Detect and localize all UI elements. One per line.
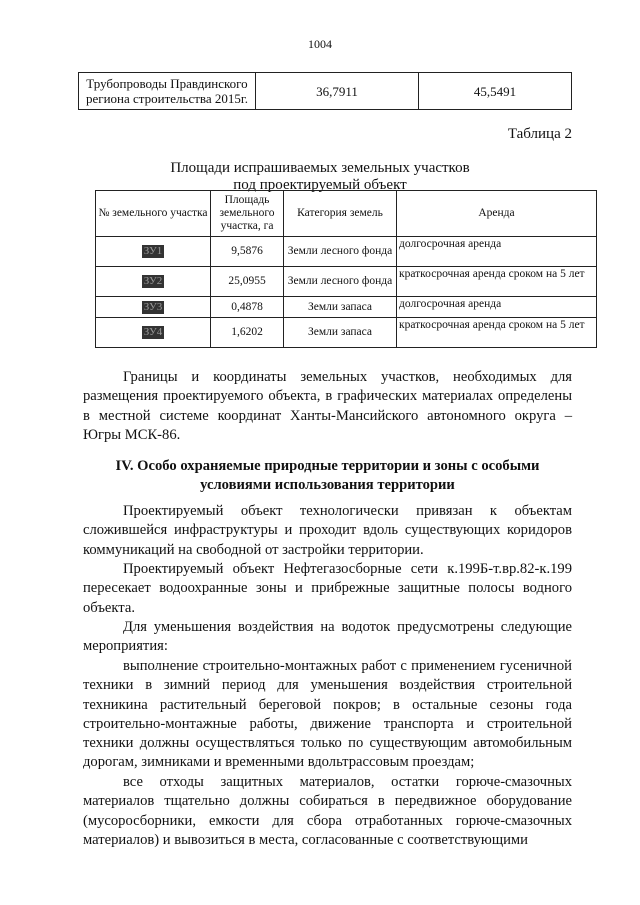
- paragraph-coordinates: Границы и координаты земельных участков, необходимых для размещения проектируемого объекта, в графических материалах определены в местной системе координат Ханты-Мансийского автономного округа – Югры МСК-86.: [83, 369, 572, 443]
- land-plots-table: [95, 190, 597, 348]
- paragraph-water-zones: Проектируемый объект Нефтегазосборные сети к.199Б-т.вр.82-к.199 пересекает водоохранные зоны и прибрежные защитные полосы водного объекта.: [83, 561, 572, 616]
- lease-cell: долгосрочная аренда: [397, 297, 597, 318]
- table-row: [96, 318, 597, 348]
- section-heading: IV. Особо охраняемые природные территории и зоны с особыми условиями использования территории: [115, 458, 540, 493]
- paragraph-measures-intro: Для уменьшения воздействия на водоток предусмотрены следующие мероприятия:: [83, 619, 572, 655]
- table-cell-value-1: 36,7911: [256, 73, 419, 110]
- table-row: [96, 267, 597, 297]
- category-cell: Земли запаса: [284, 318, 397, 348]
- category-cell: Земли запаса: [284, 297, 397, 318]
- table-cell-value-2: 45,5491: [419, 73, 572, 110]
- table-cell-name: Трубопроводы Правдинского региона строительства 2015г.: [79, 73, 256, 110]
- category-cell: Земли лесного фонда: [284, 237, 397, 267]
- plot-code-cell: [96, 297, 211, 318]
- plot-code-cell: [96, 267, 211, 297]
- page-number: 1004: [308, 37, 332, 51]
- table-title-line-1: Площади испрашиваемых земельных участков: [170, 160, 470, 176]
- category-cell: Земли лесного фонда: [284, 267, 397, 297]
- area-cell: 0,4878: [211, 297, 284, 318]
- redacted-plot-code: ЗУ3: [143, 300, 163, 313]
- header-category: Категория земель: [284, 191, 397, 237]
- redacted-plot-code: ЗУ4: [143, 326, 163, 338]
- table-title-line-2: под проектируемый объект: [233, 177, 407, 193]
- pipeline-table: [78, 72, 572, 110]
- redacted-plot-code: ЗУ2: [143, 275, 163, 287]
- lease-cell: краткосрочная аренда сроком на 5 лет: [397, 267, 597, 297]
- paragraph-measure-1: выполнение строительно-монтажных работ с применением гусеничной техники в зимний период для уменьшения воздействия строительной техникина растительный береговой покров; в остальные сезоны года строительно-монтажные работы, движение транспорта и строительной техники должны осуществляться только по существующим автомобильным дорогам, зимниками и временными вдольтрассовым проездам;: [83, 658, 572, 771]
- lease-cell: долгосрочная аренда: [397, 237, 597, 267]
- table-row: [96, 237, 597, 267]
- table-header-row: [96, 191, 597, 237]
- paragraph-infrastructure: Проектируемый объект технологически привязан к объектам сложившейся инфраструктуры и проходит вдоль существующих коридоров коммуникаций на свободной от застройки территории.: [83, 503, 572, 558]
- table-label: Таблица 2: [507, 126, 572, 142]
- table-row: [96, 297, 597, 318]
- area-cell: 1,6202: [211, 318, 284, 348]
- header-plot-number: № земельного участка: [96, 191, 211, 237]
- lease-cell: краткосрочная аренда сроком на 5 лет: [397, 318, 597, 348]
- redacted-plot-code: ЗУ1: [143, 245, 163, 257]
- area-cell: 25,0955: [211, 267, 284, 297]
- table-row: [79, 73, 572, 110]
- paragraph-measure-2: все отходы защитных материалов, остатки горюче-смазочных материалов тщательно должны собираться в передвижное оборудование (мусоросборники, емкости для сбора отработанных горюче-смазочных материалов) и вывозиться в места, согласованные с соответствующими: [83, 774, 572, 848]
- header-area: Площадь земельного участка, га: [211, 191, 284, 237]
- plot-code-cell: [96, 318, 211, 348]
- area-cell: 9,5876: [211, 237, 284, 267]
- header-lease: Аренда: [397, 191, 597, 237]
- plot-code-cell: [96, 237, 211, 267]
